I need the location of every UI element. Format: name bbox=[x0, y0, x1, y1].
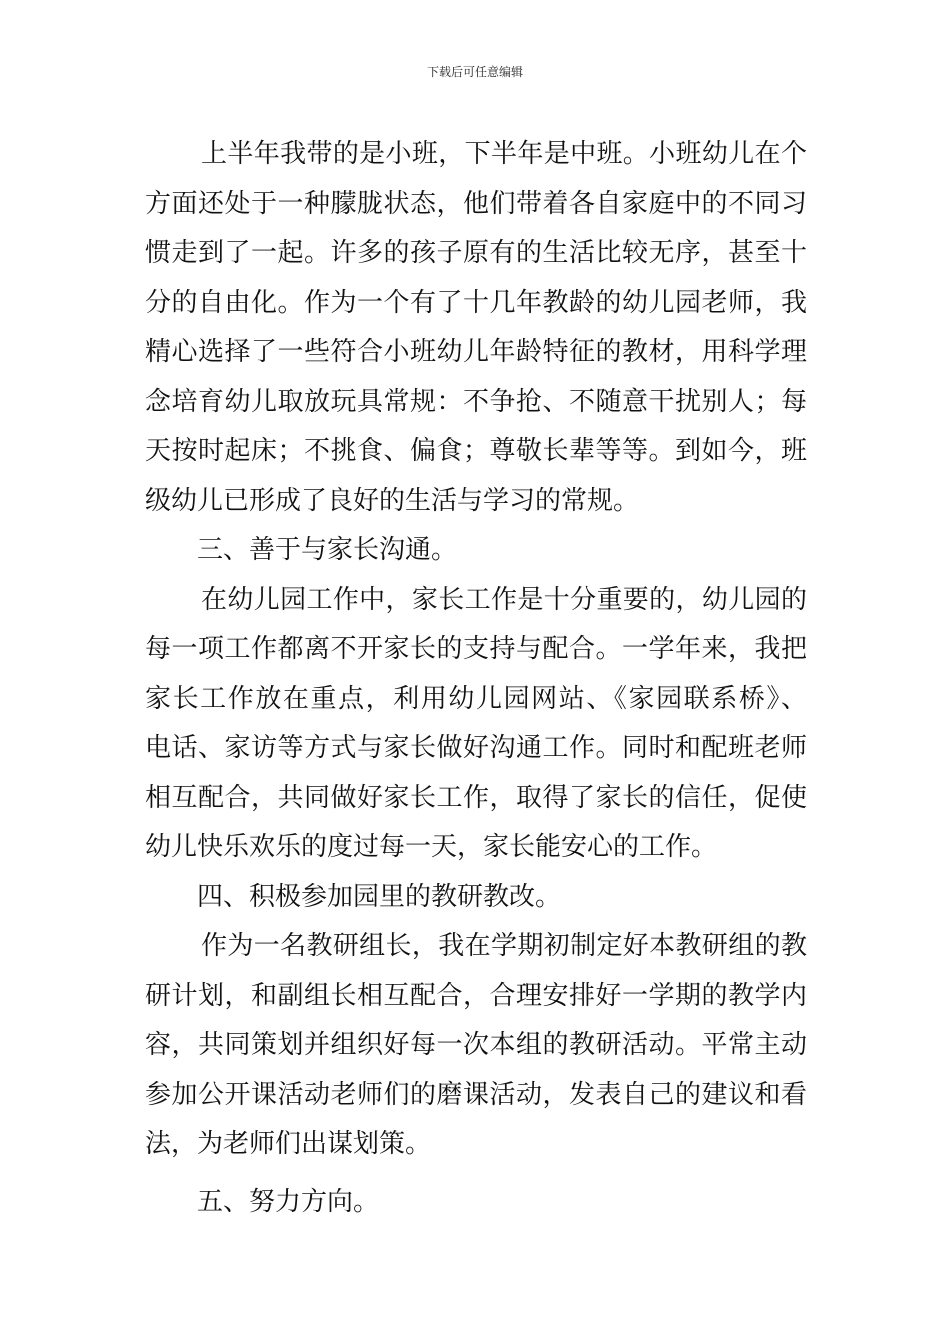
text-line: 念培育幼儿取放玩具常规：不争抢、不随意干扰别人；每 bbox=[145, 386, 807, 417]
text-line: 相互配合，共同做好家长工作，取得了家长的信任，促使 bbox=[145, 782, 807, 813]
heading-text: 四、积极参加园里的教研教改。 bbox=[197, 881, 562, 912]
text-line: 天按时起床；不挑食、偏食；尊敬长辈等等。到如今，班 bbox=[145, 436, 807, 466]
text-line: 法，为老师们出谋划策。 bbox=[145, 1129, 432, 1159]
text-line: 幼儿快乐欢乐的度过每一天，家长能安心的工作。 bbox=[145, 832, 718, 862]
section-heading bbox=[145, 526, 807, 576]
text-line: 参加公开课活动老师们的磨课活动，发表自己的建议和看 bbox=[145, 1079, 807, 1110]
section-heading bbox=[145, 873, 807, 923]
paragraph bbox=[145, 130, 807, 526]
text-line: 每一项工作都离不开家长的支持与配合。一学年来，我把 bbox=[145, 634, 807, 664]
text-line: 容，共同策划并组织好每一次本组的教研活动。平常主动 bbox=[145, 1030, 807, 1060]
text-line: 惯走到了一起。许多的孩子原有的生活比较无序，甚至十 bbox=[145, 238, 807, 268]
section-heading bbox=[145, 1178, 807, 1228]
spacer bbox=[145, 1170, 807, 1178]
text-line: 方面还处于一种朦胧状态，他们带着各自家庭中的不同习 bbox=[145, 188, 807, 219]
document-body bbox=[145, 130, 807, 1227]
text-line: 在幼儿园工作中，家长工作是十分重要的，幼儿园的 bbox=[201, 584, 807, 615]
paragraph bbox=[145, 922, 807, 1170]
text-line: 电话、家访等方式与家长做好沟通工作。同时和配班老师 bbox=[145, 733, 807, 763]
text-line: 分的自由化。作为一个有了十几年教龄的幼儿园老师，我 bbox=[145, 287, 807, 318]
page-header: 下载后可任意编辑 bbox=[426, 65, 523, 79]
text-line: 精心选择了一些符合小班幼儿年龄特征的教材，用科学理 bbox=[145, 337, 807, 367]
text-line: 上半年我带的是小班，下半年是中班。小班幼儿在个 bbox=[201, 139, 807, 169]
text-line: 家长工作放在重点，利用幼儿园网站、《家园联系桥》、 bbox=[145, 683, 807, 714]
heading-text: 三、善于与家长沟通。 bbox=[197, 535, 458, 565]
text-line: 研计划，和副组长相互配合，合理安排好一学期的教学内 bbox=[145, 980, 807, 1011]
text-line: 级幼儿已形成了良好的生活与学习的常规。 bbox=[145, 485, 640, 516]
paragraph bbox=[145, 576, 807, 873]
heading-text: 五、努力方向。 bbox=[197, 1186, 380, 1217]
text-line: 作为一名教研组长，我在学期初制定好本教研组的教 bbox=[201, 931, 807, 961]
